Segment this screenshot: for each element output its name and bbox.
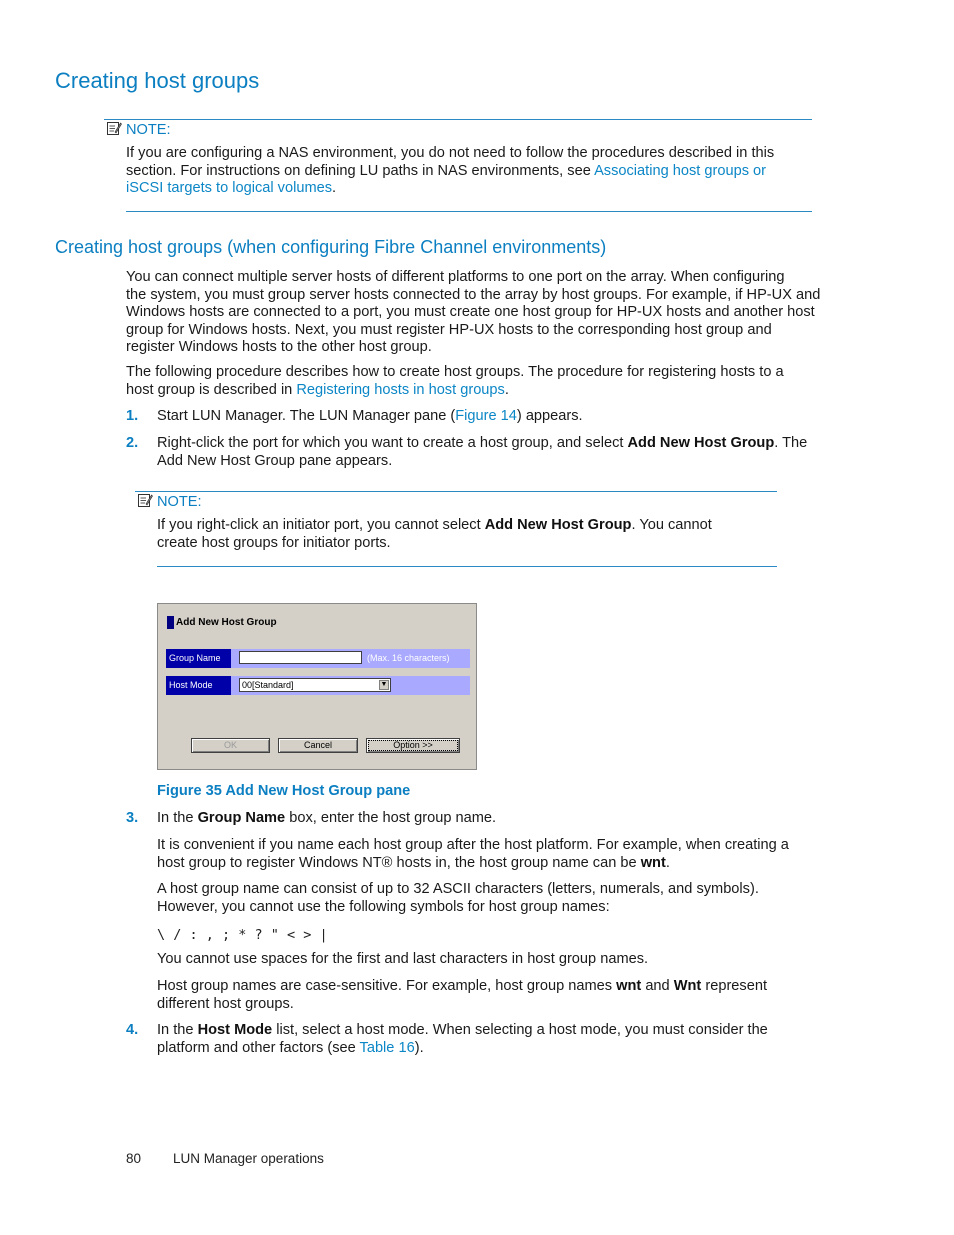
- page-number: 80: [126, 1151, 142, 1166]
- note-line: [157, 517, 712, 535]
- step-bold: Group Name: [197, 810, 286, 826]
- intro-paragraph: [126, 269, 820, 357]
- paragraph-line: You can connect multiple server hosts of different platforms to one port on the array. When configuring: [126, 269, 785, 285]
- step-text-part: ).: [414, 1039, 424, 1056]
- note-text: If you right-click an initiator port, you cannot select: [157, 517, 485, 533]
- registering-hosts-link[interactable]: Registering hosts in host groups: [296, 381, 505, 398]
- step-text: [157, 810, 496, 828]
- note-line: [126, 163, 816, 181]
- step-text-part: list, select a host mode. When selecting a host mode, you must consider the: [272, 1022, 768, 1038]
- paragraph-text: and: [641, 978, 674, 994]
- step-text-part: box, enter the host group name.: [285, 810, 497, 826]
- paragraph-bold: wnt: [616, 978, 642, 994]
- paragraph-line: [126, 382, 784, 400]
- step-text-part: platform and other factors (see: [157, 1039, 360, 1056]
- step-text: [157, 435, 807, 470]
- note-line: If you are configuring a NAS environment, you do not need to follow the procedures described in this: [126, 145, 775, 161]
- step-text-part: ) appears.: [516, 408, 583, 424]
- step-text: [157, 1022, 768, 1057]
- step-detail-paragraph: [157, 881, 759, 916]
- paragraph-line: [157, 978, 767, 996]
- step-detail-paragraph: You cannot use spaces for the first and last characters in host group names.: [157, 951, 649, 967]
- note-text: . You cannot: [631, 517, 712, 533]
- host-mode-row: [166, 676, 470, 695]
- associating-host-groups-link[interactable]: Associating host groups or: [594, 162, 767, 179]
- ok-button[interactable]: OK: [191, 738, 270, 753]
- paragraph-text: .: [504, 381, 509, 398]
- associating-host-groups-link-cont[interactable]: iSCSI targets to logical volumes: [126, 180, 333, 196]
- paragraph-line: [157, 855, 789, 873]
- group-name-input[interactable]: [239, 651, 362, 664]
- figure-caption: Figure 35 Add New Host Group pane: [157, 783, 411, 799]
- dialog-title-marker: [167, 616, 174, 629]
- note-line: create host groups for initiator ports.: [157, 534, 391, 551]
- paragraph-line: group for Windows hosts. Next, you must register HP-UX hosts to the corresponding host group and: [126, 321, 772, 338]
- note-icon: [137, 492, 153, 513]
- paragraph-line: It is convenient if you name each host group after the host platform. For example, when creating a: [157, 837, 789, 853]
- paragraph-line: Windows hosts are connected to a port, you must create one host group for HP-UX hosts and another host: [126, 304, 815, 320]
- note-icon: [106, 120, 122, 141]
- step-line: [157, 1040, 768, 1058]
- note-bottom-rule: [126, 211, 812, 212]
- table-16-link[interactable]: Table 16: [359, 1039, 415, 1056]
- note-label: NOTE:: [126, 122, 171, 138]
- note-bottom-rule: [157, 566, 777, 567]
- figure-14-link[interactable]: Figure 14: [455, 408, 517, 424]
- step-line: [157, 435, 807, 453]
- step-line: [157, 1022, 768, 1040]
- chevron-down-icon[interactable]: ▼: [380, 681, 388, 688]
- group-name-label: Group Name: [166, 649, 231, 668]
- paragraph-bold: wnt: [640, 854, 666, 871]
- step-line: Add New Host Group pane appears.: [157, 452, 393, 469]
- group-name-row: [166, 649, 470, 668]
- step-number: 4.: [126, 1022, 139, 1038]
- paragraph-text: host group to register Windows NT® hosts in, the host group name can be: [157, 854, 641, 871]
- note-body: [126, 145, 816, 198]
- host-mode-value: 00[Standard]: [242, 680, 294, 690]
- note-top-rule: [135, 491, 777, 492]
- section-heading: Creating host groups (when configuring Fibre Channel environments): [55, 237, 607, 257]
- group-name-hint: (Max. 16 characters): [367, 653, 450, 663]
- step-text-part: Start LUN Manager. The LUN Manager pane (: [157, 408, 456, 424]
- host-mode-select[interactable]: [239, 678, 391, 692]
- note-bold: Add New Host Group: [484, 517, 632, 533]
- step-bold: Host Mode: [197, 1022, 273, 1038]
- step-text: [157, 408, 583, 426]
- paragraph-text: host group is described in: [126, 381, 297, 398]
- note-text: section. For instructions on defining LU paths in NAS environments, see: [126, 162, 595, 179]
- note-label: NOTE:: [157, 494, 202, 510]
- paragraph-line: The following procedure describes how to create host groups. The procedure for registering hosts to a: [126, 364, 784, 380]
- paragraph-line: different host groups.: [157, 995, 294, 1012]
- paragraph-line: register Windows hosts to the other host group.: [126, 339, 432, 355]
- add-new-host-group-dialog: [157, 603, 477, 770]
- procedure-paragraph: [126, 364, 784, 399]
- step-number: 3.: [126, 810, 139, 826]
- step-text-part: In the: [157, 1022, 198, 1038]
- step-detail-paragraph: [157, 837, 789, 872]
- note-line: [126, 180, 816, 198]
- footer-section-title: LUN Manager operations: [173, 1151, 324, 1166]
- paragraph-line: A host group name can consist of up to 32 ASCII characters (letters, numerals, and symbols).: [157, 881, 759, 897]
- step-detail-paragraph: [157, 978, 767, 1013]
- paragraph-line: However, you cannot use the following symbols for host group names:: [157, 898, 610, 915]
- page-title: Creating host groups: [55, 68, 260, 93]
- paragraph-text: .: [665, 854, 670, 871]
- dialog-title: Add New Host Group: [176, 617, 277, 628]
- step-text-part: Right-click the port for which you want to create a host group, and select: [157, 435, 628, 451]
- paragraph-bold: Wnt: [673, 978, 702, 994]
- cancel-button[interactable]: Cancel: [278, 738, 358, 753]
- paragraph-text: Host group names are case-sensitive. For example, host group names: [157, 978, 617, 994]
- step-number: 2.: [126, 435, 139, 451]
- note-end: .: [332, 180, 337, 196]
- step-text-part: . The: [774, 435, 808, 451]
- paragraph-line: the system, you must group server hosts connected to the array by host groups. For example, if HP-UX and: [126, 286, 821, 303]
- forbidden-symbols: \ / : , ; * ? " < > |: [157, 927, 328, 943]
- step-number: 1.: [126, 408, 139, 424]
- note-top-rule: [104, 119, 812, 120]
- option-button[interactable]: Option >>: [366, 738, 460, 753]
- step-bold: Add New Host Group: [627, 435, 775, 451]
- note-body: [157, 517, 712, 552]
- paragraph-text: represent: [701, 978, 768, 994]
- step-text-part: In the: [157, 810, 198, 826]
- host-mode-label: Host Mode: [166, 676, 231, 695]
